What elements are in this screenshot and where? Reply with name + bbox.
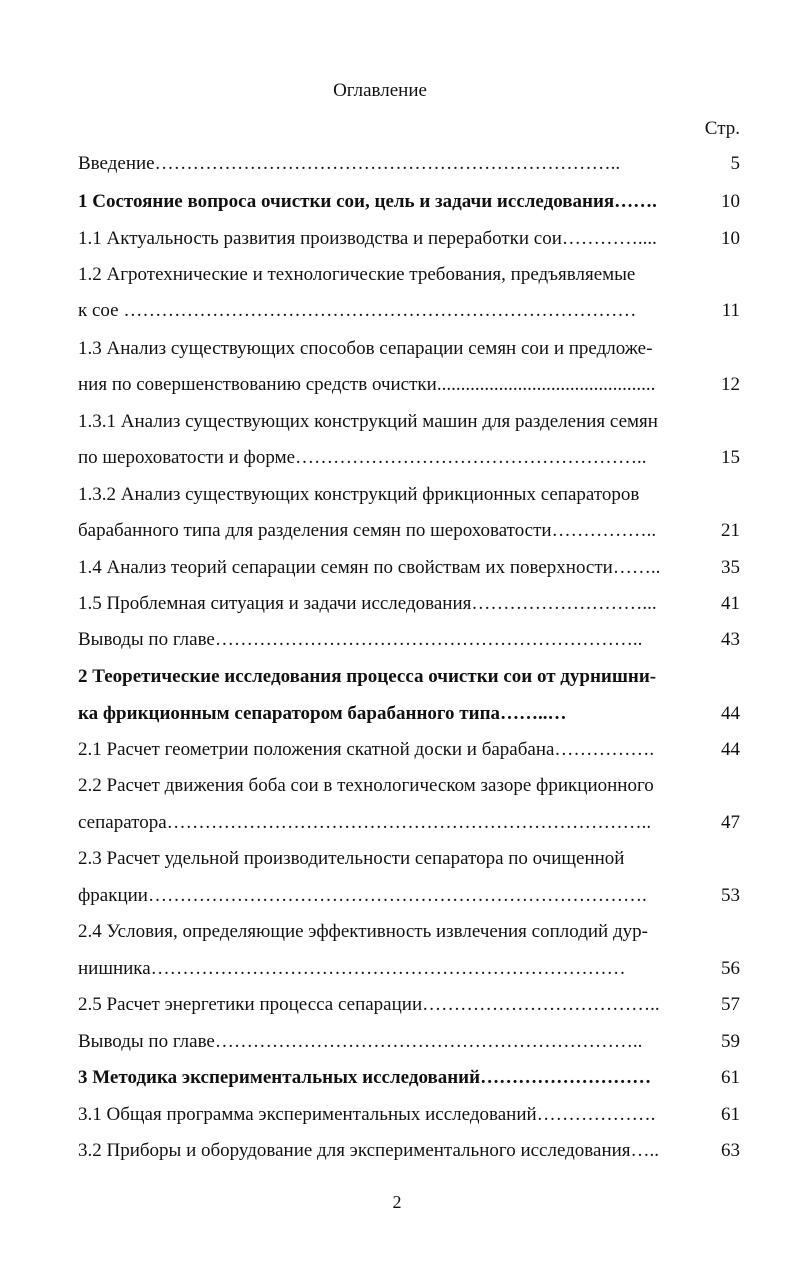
toc-entry-page: 10: [721, 191, 740, 212]
toc-entry-text: по шероховатости и форме………………………………………………..: [78, 447, 647, 468]
toc-entry-page: 41: [721, 593, 740, 614]
toc-entry-text: 1.3.1 Анализ существующих конструкций машин для разделения семян: [78, 411, 658, 432]
toc-entry-text: 1.3 Анализ существующих способов сепарации семян сои и предложе-: [78, 338, 653, 359]
toc-entry-page: 12: [721, 374, 740, 395]
toc-entry-text: сепаратора…………………………………………………………………..: [78, 812, 652, 833]
toc-entry-page: 61: [721, 1104, 740, 1125]
toc-entry-text: 2.3 Расчет удельной производительности сепаратора по очищенной: [78, 848, 625, 869]
toc-entry-page: 57: [721, 994, 740, 1015]
toc-entry-text: 2.1 Расчет геометрии положения скатной доски и барабана…………….: [78, 739, 655, 760]
toc-entry-text: 1.1 Актуальность развития производства и переработки сои…………....: [78, 228, 657, 249]
toc-entry-text: нишника…………………………………………………………………: [78, 958, 626, 979]
toc-entry-text: 1.5 Проблемная ситуация и задачи исследования………………………...: [78, 593, 657, 614]
toc-entry-page: 35: [721, 557, 740, 578]
toc-entry-page: 21: [721, 520, 740, 541]
toc-entry-text: к сое ………………………………………………………………………: [78, 300, 637, 321]
toc-entry-page: 63: [721, 1140, 740, 1161]
toc-entry-text: 3 Методика экспериментальных исследований………………………: [78, 1067, 652, 1088]
toc-entry-page: 43: [721, 629, 740, 650]
toc-entry-text: 3.1 Общая программа экспериментальных исследований……………….: [78, 1104, 656, 1125]
toc-entry-page: 10: [721, 228, 740, 249]
toc-entry-page: 56: [721, 958, 740, 979]
toc-entry-page: 47: [721, 812, 740, 833]
footer-page-number: 2: [392, 1192, 402, 1212]
toc-entry-text: 3.2 Приборы и оборудование для экспериментального исследования…..: [78, 1140, 660, 1161]
toc-entry-text: барабанного типа для разделения семян по шероховатости……………..: [78, 520, 657, 541]
toc-entry-page: 61: [721, 1067, 740, 1088]
toc-entry-page: 5: [730, 153, 740, 174]
page-title: Оглавление: [333, 80, 427, 101]
toc-entry-text: 2 Теоретические исследования процесса очистки сои от дурнишни-: [78, 666, 657, 687]
toc-entry-text: ка фрикционным сепаратором барабанного типа……..…: [78, 703, 567, 724]
toc-entry-text: 2.2 Расчет движения боба сои в технологическом зазоре фрикционного: [78, 775, 654, 796]
toc-entry-text: 1.2 Агротехнические и технологические требования, предъявляемые: [78, 264, 636, 285]
toc-entry-text: 1.3.2 Анализ существующих конструкций фрикционных сепараторов: [78, 484, 640, 505]
toc-entry-page: 15: [721, 447, 740, 468]
toc-entry-text: 1 Состояние вопроса очистки сои, цель и задачи исследования…….: [78, 191, 657, 212]
pages-column-header: Стр.: [704, 118, 740, 139]
toc-entry-text: Выводы по главе…………………………………………………………..: [78, 629, 643, 650]
toc-entry-page: 53: [721, 885, 740, 906]
toc-entry-page: 11: [721, 300, 740, 321]
toc-entry-page: 44: [721, 703, 740, 724]
toc-entry-page: 44: [721, 739, 740, 760]
toc-entry-text: 2.4 Условия, определяющие эффективность извлечения соплодий дур-: [78, 921, 648, 942]
toc-entry-text: 1.4 Анализ теорий сепарации семян по свойствам их поверхности……..: [78, 557, 661, 578]
toc-entry-text: 2.5 Расчет энергетики процесса сепарации………………………………..: [78, 994, 660, 1015]
toc-entry-text: фракции…………………………………………………………………….: [78, 885, 647, 906]
toc-entry-text: ния по совершенствованию средств очистки..............................................: [78, 374, 656, 395]
toc-entry-page: 59: [721, 1031, 740, 1052]
toc-entry-text: Введение………………………………………………………………..: [78, 153, 621, 174]
toc-entry-text: Выводы по главе…………………………………………………………..: [78, 1031, 643, 1052]
